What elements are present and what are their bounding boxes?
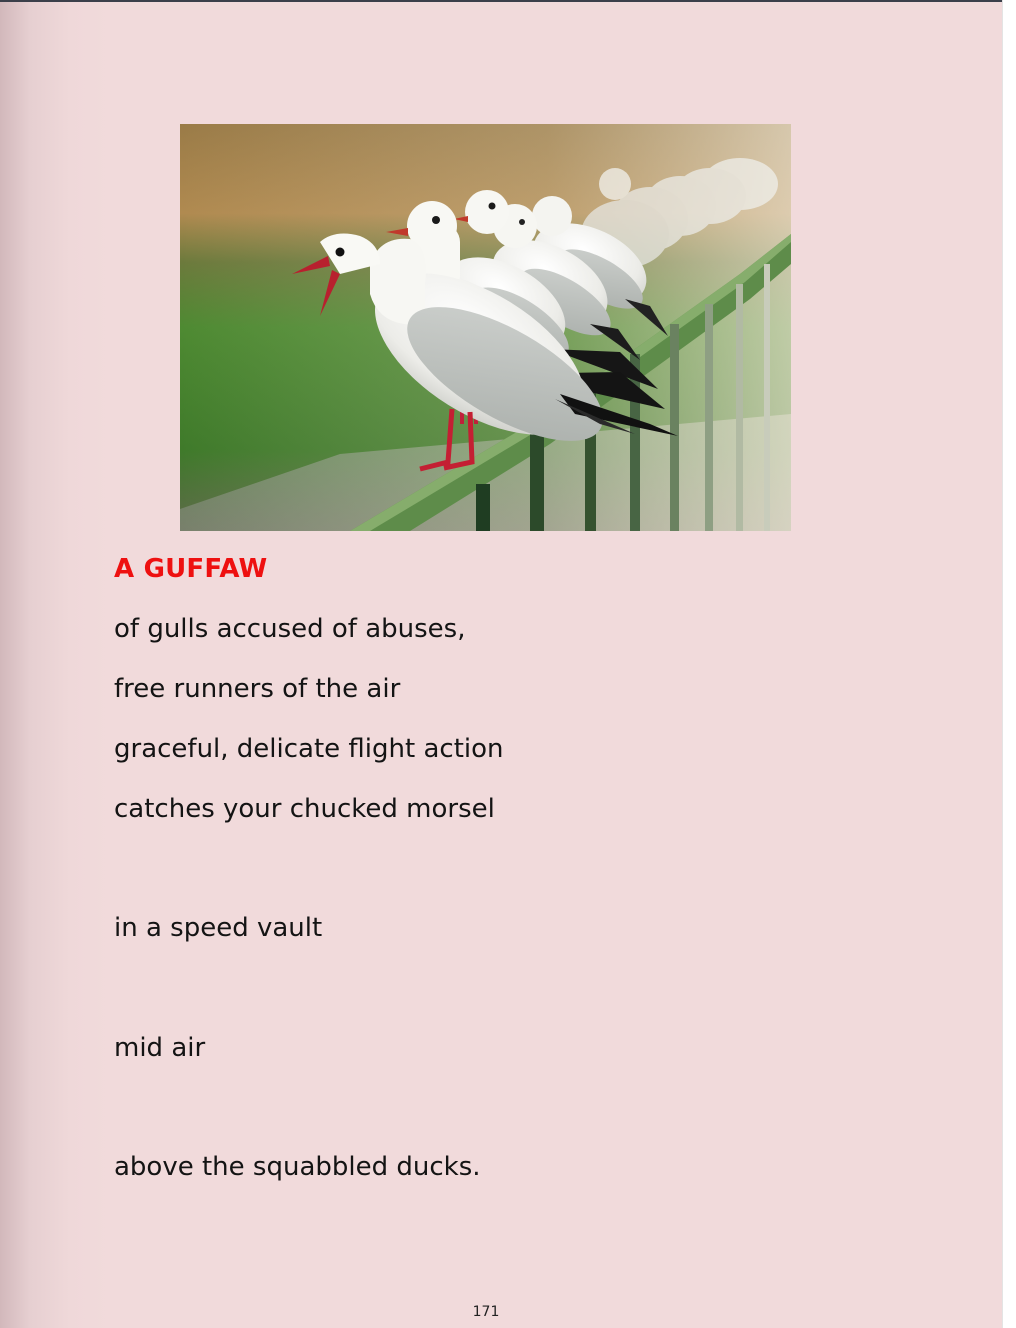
poem-line: graceful, delicate flight action <box>114 734 504 764</box>
page-edge <box>1002 0 1016 1328</box>
poem-line: catches your chucked morsel <box>114 794 495 824</box>
poem-title: A GUFFAW <box>114 554 268 584</box>
poem-line: above the squabbled ducks. <box>114 1152 481 1182</box>
poem-line: in a speed vault <box>114 913 323 943</box>
poem-line: free runners of the air <box>114 674 401 704</box>
poem-line: mid air <box>114 1033 206 1063</box>
page-number: 171 <box>472 1304 500 1320</box>
gulls-photo <box>180 124 791 531</box>
poem-line: of gulls accused of abuses, <box>114 614 466 644</box>
